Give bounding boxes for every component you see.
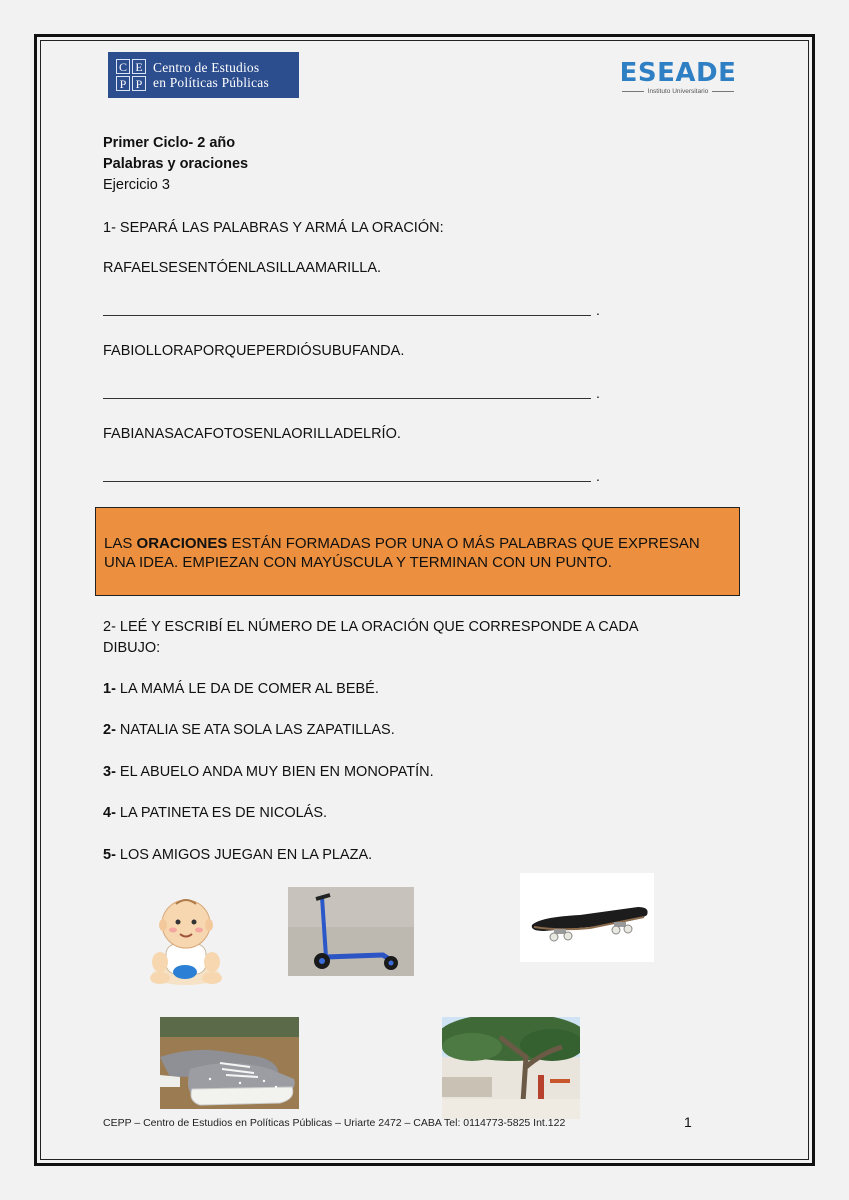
sneakers-image (160, 1017, 299, 1109)
footer-text: CEPP – Centro de Estudios en Políticas Públicas – Uriarte 2472 – CABA Tel: 0114773-5825 Int.122 (103, 1117, 566, 1129)
sentence-text: LOS AMIGOS JUEGAN EN LA PLAZA. (115, 847, 373, 863)
cepp-logo (108, 52, 299, 98)
eseade-logo-word: ESEADE (619, 58, 737, 88)
sentence-item (103, 680, 379, 698)
cepp-logo-text (153, 60, 269, 90)
cepp-letter: E (132, 59, 146, 74)
sentence-item (103, 763, 434, 781)
cepp-letter: P (116, 76, 130, 91)
exercise1-item: FABIANASACAFOTOSENLAORILLADELRÍO. (103, 426, 401, 442)
answer-line[interactable] (103, 398, 591, 399)
baby-image (146, 892, 226, 988)
sentence-number: 1- (103, 681, 116, 697)
answer-line-period: . (596, 385, 600, 401)
exercise2-title-line2: DIBUJO: (103, 640, 161, 656)
exercise1-item: FABIOLLORAPORQUEPERDIÓSUBUFANDA. (103, 343, 405, 359)
sentence-text: LA PATINETA ES DE NICOLÁS. (115, 805, 328, 821)
definition-keyword: ORACIONES (136, 535, 228, 552)
answer-line-period: . (596, 302, 600, 318)
sentence-number: 2- (103, 722, 116, 738)
cepp-letter: P (132, 76, 146, 91)
eseade-logo-subtitle (612, 88, 744, 95)
sentence-text: NATALIA SE ATA SOLA LAS ZAPATILLAS. (115, 722, 395, 738)
definition-prefix: LAS (104, 535, 137, 552)
cepp-logo-line2: en Políticas Públicas (153, 75, 269, 90)
page-frame-inner (40, 40, 809, 1160)
sentence-item (103, 721, 395, 739)
header-cycle: Primer Ciclo- 2 año (103, 135, 236, 151)
scooter-image (288, 887, 414, 976)
exercise1-title: 1- SEPARÁ LAS PALABRAS Y ARMÁ LA ORACIÓN: (103, 220, 444, 236)
cepp-letter: C (116, 59, 130, 74)
sentence-number: 3- (103, 764, 116, 780)
sentence-number: 5- (103, 847, 116, 863)
exercise1-item: RAFAELSESENTÓENLASILLAAMARILLA. (103, 260, 382, 276)
sentence-text: LA MAMÁ LE DA DE COMER AL BEBÉ. (115, 681, 379, 697)
page-number: 1 (684, 1114, 692, 1130)
cepp-letter-grid (116, 59, 146, 91)
skateboard-image (520, 873, 654, 962)
answer-line[interactable] (103, 315, 591, 316)
sentence-text: EL ABUELO ANDA MUY BIEN EN MONOPATÍN. (115, 764, 434, 780)
exercise2-title-line1: 2- LEÉ Y ESCRIBÍ EL NÚMERO DE LA ORACIÓN QUE CORRESPONDE A CADA (103, 619, 639, 635)
definition-text: ESTÁN FORMADAS POR UNA O MÁS PALABRAS QUE EXPRESAN UNA IDEA. EMPIEZAN CON MAYÚSCULA Y TERMINAN CON UN PUNTO. (104, 535, 700, 571)
plaza-image (442, 1017, 580, 1119)
eseade-logo (612, 58, 744, 100)
answer-line[interactable] (103, 481, 591, 482)
definition-box (95, 507, 740, 596)
sentence-item (103, 804, 327, 822)
header-exercise: Ejercicio 3 (103, 177, 170, 193)
header-topic: Palabras y oraciones (103, 156, 249, 172)
sentence-number: 4- (103, 805, 116, 821)
answer-line-period: . (596, 468, 600, 484)
cepp-logo-line1: Centro de Estudios (153, 60, 260, 75)
sentence-item (103, 846, 372, 864)
eseade-subtitle-text: Instituto Universitario (647, 88, 709, 95)
